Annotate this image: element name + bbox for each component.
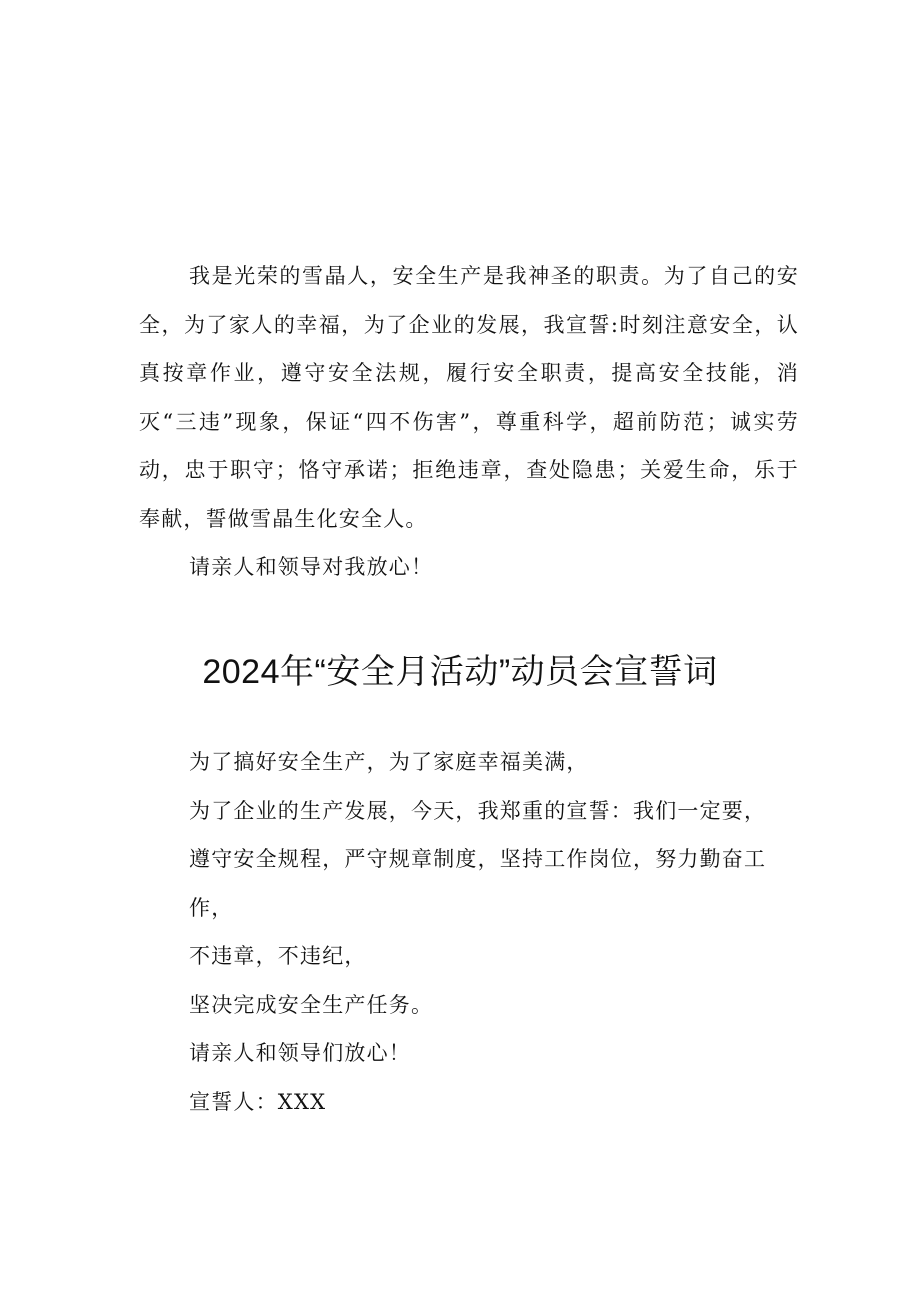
- pledge-line: 遵守安全规程，严守规章制度，坚持工作岗位，努力勤奋工作，: [189, 847, 767, 920]
- pledge-section-2: [189, 738, 799, 1126]
- pledge-paragraph: 我是光荣的雪晶人，安全生产是我神圣的职责。为了自己的安全，为了家人的幸福，为了企业的发展，我宣誓:时刻注意安全，认真按章作业，遵守安全法规，履行安全职责，提高安全技能，消灭“三违”现象，保证“四不伤害”，尊重科学，超前防范；诚实劳动，忠于职守；恪守承诺；拒绝违章，查处隐患；关爱生命，乐于奉献，誓做雪晶生化安全人。: [139, 264, 799, 531]
- pledge-title: 2024年“安全月活动”动员会宣誓词: [202, 653, 718, 691]
- pledge-line: 请亲人和领导们放心！: [189, 1041, 411, 1065]
- pledge-closing: 请亲人和领导对我放心！: [189, 555, 434, 579]
- pledge-line: 坚决完成安全生产任务。: [189, 992, 434, 1017]
- pledge-line: 为了企业的生产发展，今天，我郑重的宣誓：我们一定要，: [189, 798, 767, 823]
- pledge-line: 不违章，不违纪，: [189, 944, 367, 968]
- pledge-section-1: [139, 252, 799, 592]
- pledge-line: 为了搞好安全生产，为了家庭幸福美满，: [189, 750, 589, 774]
- pledge-signer: 宣誓人：XXX: [189, 1089, 327, 1114]
